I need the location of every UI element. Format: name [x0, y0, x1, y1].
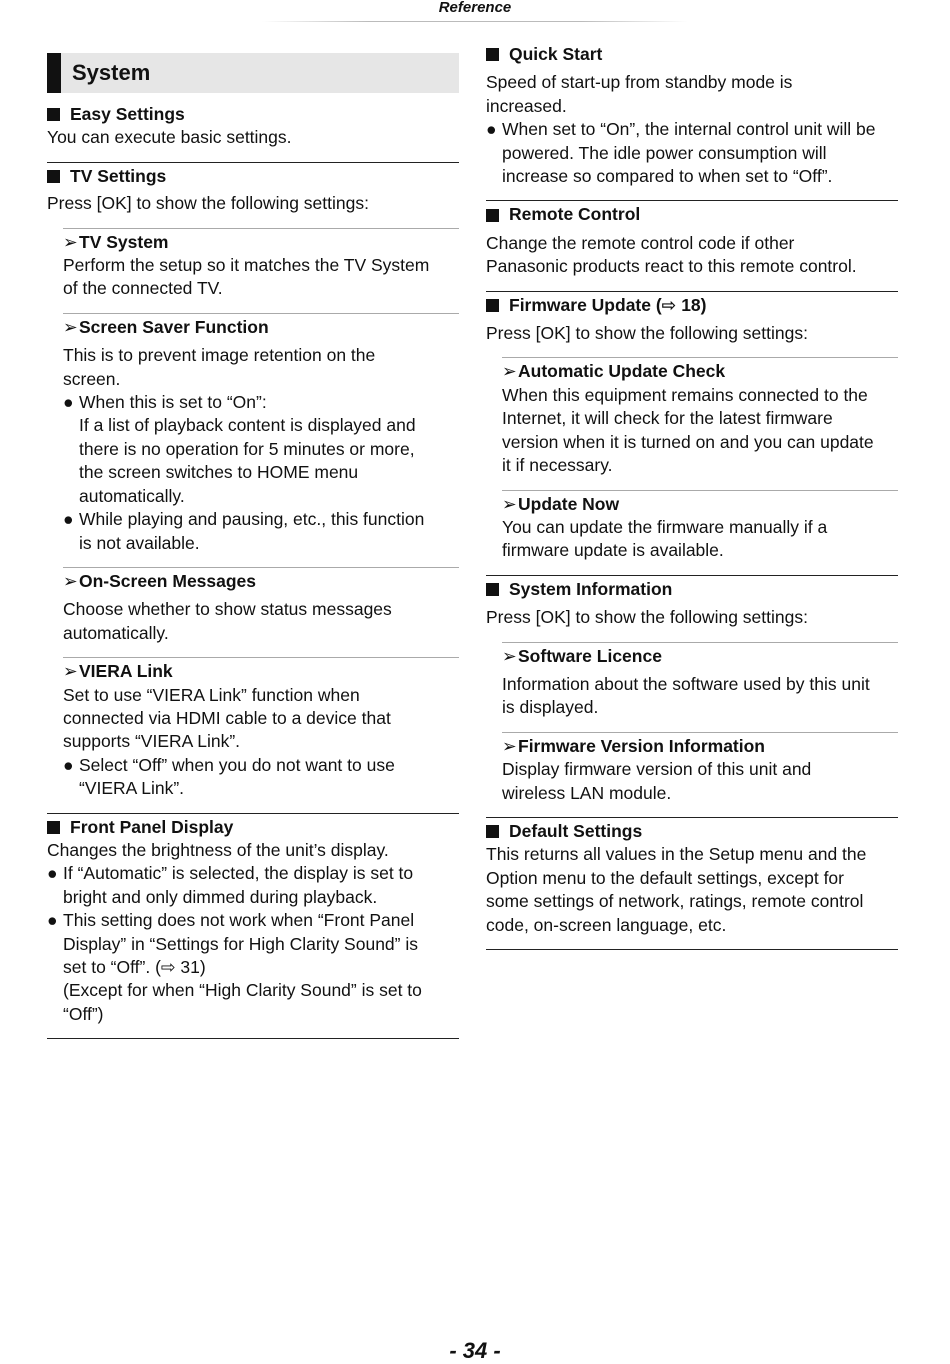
remote-line: Change the remote control code if other: [486, 232, 795, 253]
bullet-line: automatically.: [79, 485, 185, 506]
on-screen-line: automatically.: [63, 622, 169, 643]
remote-line: Panasonic products react to this remote control.: [486, 256, 857, 277]
arrow-right-icon: ➢: [63, 570, 78, 591]
bullet-line: If a list of playback content is displayed and: [79, 415, 416, 436]
update-now-line: firmware update is available.: [502, 540, 724, 561]
update-now-heading: [502, 493, 898, 516]
screen-saver-subsection: [63, 313, 459, 567]
header-divider: [262, 21, 688, 22]
dot-bullet-icon: ●: [63, 509, 74, 530]
remote-control-section: [486, 200, 898, 290]
bullet-item: [47, 862, 459, 909]
dot-bullet-icon: ●: [486, 119, 497, 140]
tv-system-subsection: [63, 228, 459, 313]
arrow-right-icon: ➢: [502, 735, 517, 756]
bullet-line: bright and only dimmed during playback.: [63, 886, 378, 907]
bullet-line: “Off”): [63, 1003, 104, 1024]
auto-check-line: version when it is turned on and you can update: [502, 431, 874, 452]
square-bullet-icon: [47, 108, 60, 121]
screen-saver-line: This is to prevent image retention on the: [63, 345, 376, 366]
page-header: Reference: [438, 0, 512, 16]
bullet-line: is not available.: [79, 532, 200, 553]
easy-settings-title: Easy Settings: [70, 104, 185, 124]
easy-settings-heading: [47, 103, 459, 126]
bullet-line: Display” in “Settings for High Clarity Sound” is: [63, 933, 418, 954]
bullet-item: [63, 754, 459, 801]
tv-system-line: of the connected TV.: [63, 278, 223, 299]
on-screen-messages-heading: [63, 570, 459, 593]
auto-update-check-subsection: [502, 357, 898, 489]
bullet-line: While playing and pausing, etc., this function: [79, 509, 425, 530]
square-bullet-icon: [486, 299, 499, 312]
auto-check-line: Internet, it will check for the latest firmware: [502, 408, 833, 429]
arrow-right-icon: ➢: [63, 661, 78, 682]
software-licence-heading: [502, 645, 898, 668]
auto-update-check-title: Automatic Update Check: [518, 361, 726, 382]
software-licence-line: is displayed.: [502, 697, 599, 718]
screen-saver-heading: [63, 316, 459, 339]
firmware-update-heading: [486, 294, 898, 317]
update-now-title: Update Now: [518, 493, 620, 514]
software-licence-subsection: [502, 642, 898, 732]
tv-system-title: TV System: [79, 231, 169, 252]
bullet-line: This setting does not work when “Front Panel: [63, 910, 415, 931]
default-settings-line: This returns all values in the Setup menu and the: [486, 844, 867, 865]
front-panel-text: Changes the brightness of the unit’s display.: [47, 839, 389, 860]
firmware-version-subsection: [502, 732, 898, 817]
tv-system-line: Perform the setup so it matches the TV System: [63, 255, 430, 276]
easy-settings-section: [47, 103, 459, 162]
section-banner-system: System: [47, 53, 459, 93]
on-screen-messages-title: On-Screen Messages: [79, 570, 257, 591]
front-panel-heading: [47, 816, 459, 839]
tv-settings-heading: [47, 165, 459, 188]
viera-link-heading: [63, 660, 459, 683]
page-number: - 34 -: [449, 1338, 501, 1363]
default-settings-section: [486, 817, 898, 950]
auto-check-line: it if necessary.: [502, 455, 613, 476]
system-information-title: System Information: [509, 578, 673, 599]
dot-bullet-icon: ●: [63, 754, 74, 775]
software-licence-title: Software Licence: [518, 645, 662, 666]
bullet-line: When this is set to “On”:: [79, 392, 267, 413]
on-screen-messages-subsection: [63, 567, 459, 657]
square-bullet-icon: [486, 583, 499, 596]
right-column: [486, 43, 898, 950]
bullet-line: set to “Off”. (⇨ 31): [63, 957, 206, 977]
remote-control-heading: [486, 203, 898, 226]
viera-line: Set to use “VIERA Link” function when: [63, 684, 360, 705]
firmware-version-title: Firmware Version Information: [518, 735, 765, 756]
tv-system-heading: [63, 231, 459, 254]
bullet-item: [63, 391, 459, 508]
bullet-line: When set to “On”, the internal control unit will be: [502, 119, 876, 140]
bullet-line: Select “Off” when you do not want to use: [79, 754, 395, 775]
software-licence-line: Information about the software used by this unit: [502, 673, 870, 694]
system-information-text: Press [OK] to show the following settings:: [486, 607, 808, 628]
arrow-right-icon: ➢: [502, 361, 517, 382]
square-bullet-icon: [486, 209, 499, 222]
update-now-subsection: [502, 490, 898, 575]
fw-version-line: Display firmware version of this unit and: [502, 759, 812, 780]
system-information-heading: [486, 578, 898, 601]
firmware-version-heading: [502, 735, 898, 758]
front-panel-section: [47, 813, 459, 1040]
bullet-line: If “Automatic” is selected, the display is set to: [63, 863, 414, 884]
fw-version-line: wireless LAN module.: [502, 782, 672, 803]
bullet-line: there is no operation for 5 minutes or more,: [79, 438, 415, 459]
firmware-update-title: Firmware Update (⇨ 18): [509, 294, 707, 315]
bullet-line: “VIERA Link”.: [79, 778, 185, 799]
screen-saver-title: Screen Saver Function: [79, 316, 269, 337]
bullet-item: [486, 118, 898, 188]
arrow-right-icon: ➢: [502, 493, 517, 514]
viera-link-title: VIERA Link: [79, 661, 173, 682]
default-settings-line: code, on-screen language, etc.: [486, 914, 727, 935]
viera-link-subsection: [63, 657, 459, 812]
tv-settings-text: Press [OK] to show the following settings:: [47, 193, 369, 214]
arrow-right-icon: ➢: [502, 645, 517, 666]
square-bullet-icon: [47, 821, 60, 834]
bullet-line: increase so compared to when set to “Off”.: [502, 166, 833, 187]
firmware-update-text: Press [OK] to show the following settings:: [486, 323, 808, 344]
dot-bullet-icon: ●: [47, 910, 58, 931]
on-screen-line: Choose whether to show status messages: [63, 599, 392, 620]
tv-settings-title: TV Settings: [70, 165, 167, 186]
screen-saver-line: screen.: [63, 368, 121, 389]
quick-start-section: [486, 43, 898, 200]
arrow-right-icon: ➢: [63, 316, 78, 337]
remote-control-title: Remote Control: [509, 204, 641, 225]
arrow-right-icon: ➢: [63, 231, 78, 252]
quick-start-line: increased.: [486, 95, 567, 116]
left-column: [47, 53, 459, 1039]
update-now-line: You can update the firmware manually if a: [502, 516, 828, 537]
dot-bullet-icon: ●: [63, 392, 74, 413]
default-settings-title: Default Settings: [509, 820, 643, 841]
quick-start-line: Speed of start-up from standby mode is: [486, 72, 793, 93]
front-panel-title: Front Panel Display: [70, 816, 234, 837]
quick-start-title: Quick Start: [509, 44, 603, 64]
default-settings-line: some settings of network, ratings, remote control: [486, 891, 864, 912]
easy-settings-text: You can execute basic settings.: [47, 127, 292, 148]
square-bullet-icon: [47, 170, 60, 183]
auto-check-line: When this equipment remains connected to the: [502, 384, 868, 405]
default-settings-heading: [486, 820, 898, 843]
system-information-section: [486, 575, 898, 817]
bullet-line: the screen switches to HOME menu: [79, 462, 359, 483]
bullet-line: (Except for when “High Clarity Sound” is set to: [63, 980, 422, 1001]
square-bullet-icon: [486, 48, 499, 61]
quick-start-heading: [486, 43, 898, 66]
bullet-line: powered. The idle power consumption will: [502, 142, 827, 163]
viera-line: supports “VIERA Link”.: [63, 731, 241, 752]
dot-bullet-icon: ●: [47, 863, 58, 884]
square-bullet-icon: [486, 825, 499, 838]
default-settings-line: Option menu to the default settings, except for: [486, 867, 844, 888]
bullet-item: [47, 909, 459, 1026]
firmware-update-section: [486, 291, 898, 575]
bullet-item: [63, 508, 459, 555]
auto-update-check-heading: [502, 360, 898, 383]
tv-settings-section: [47, 162, 459, 813]
viera-line: connected via HDMI cable to a device that: [63, 707, 391, 728]
